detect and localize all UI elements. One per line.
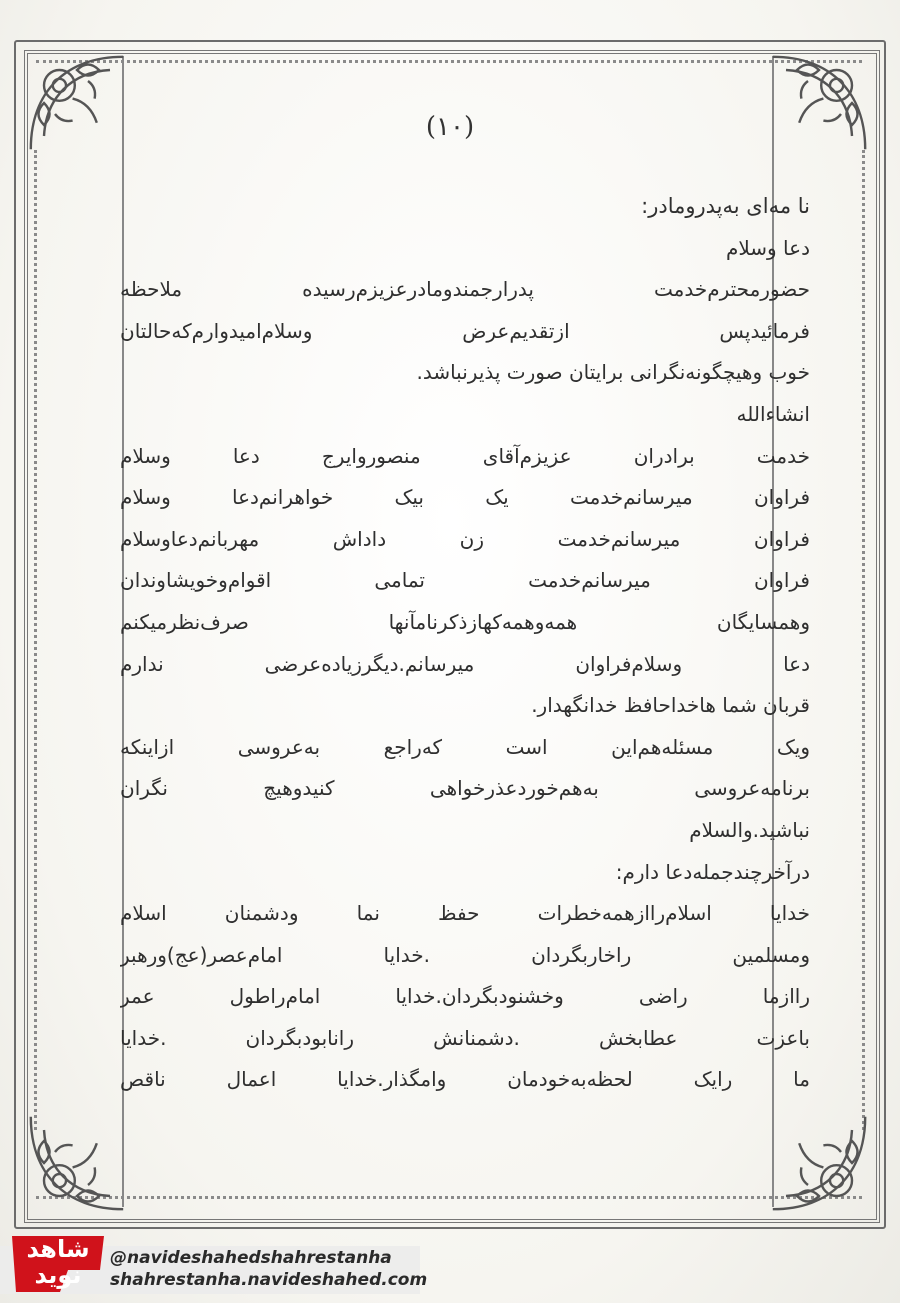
letter-line: فراوان میرسانم‌خدمت تمامی اقوام‌وخویشاوندان xyxy=(120,568,810,593)
letter-line: ما رایک لحظه‌به‌خودمان وامگذار.خدایا اعمال ناقص xyxy=(120,1067,810,1092)
letter-line: دعا وسلام‌فراوان میرسانم.دیگرزیاده‌عرضی ندارم xyxy=(120,651,810,676)
letter-line: حضورمحترم‌خدمت پدرارجمندومادرعزیزم‌رسیده ملاحظه xyxy=(120,277,810,302)
letter-line: انشاءالله xyxy=(736,401,810,426)
page-number: (۱۰) xyxy=(425,112,475,142)
letter-line: فرمائیدپس ازتقدیم‌عرض وسلام‌امیدوارم‌که‌حالتان xyxy=(120,318,810,343)
letter-line: فراوان میرسانم‌خدمت یک بیک خواهرانم‌دعا وسلام xyxy=(120,485,810,510)
letter-line: راازما راضی وخشنودبگردان.خدایا امام‌راطول عمر xyxy=(120,984,810,1009)
letter-line: خدایا اسلام‌راازهمه‌خطرات حفظ نما ودشمنان اسلام xyxy=(120,901,810,926)
letter-body xyxy=(120,186,810,1101)
letter-salutation: نا مه‌ای به‌پدرومادر: xyxy=(641,194,810,218)
letter-line: خدمت برادران عزیزم‌آقای منصوروایرج دعا وسلام xyxy=(120,443,810,468)
floral-corner-ornament-icon xyxy=(764,1108,874,1218)
letter-line: ویک مسئله‌هم‌این است که‌راجع به‌عروسی ازاینکه xyxy=(120,734,810,759)
page-border-left-rule xyxy=(34,150,37,1130)
watermark-logo-text: شاهد نوید xyxy=(26,1235,90,1289)
floral-corner-ornament-icon xyxy=(22,1108,132,1218)
watermark-site: shahrestanha.navideshahed.com xyxy=(110,1270,428,1290)
letter-line: فراوان میرسانم‌خدمت زن داداش مهربانم‌دعاوسلام xyxy=(120,526,810,551)
floral-corner-ornament-icon xyxy=(22,48,132,158)
letter-line: نباشید.والسلام xyxy=(689,817,810,842)
letter-line: دعا وسلام xyxy=(725,235,810,260)
letter-line: باعزت عطابخش .دشمنانش رانابودبگردان .خدایا xyxy=(120,1025,810,1050)
letter-line: ومسلمین راخاربگردان .خدایا امام‌عصر(عج)ورهبر xyxy=(120,942,810,967)
letter-line: وهمسایگان همه‌وهمه‌کهازذکرنامآنها صرف‌نظرمیکنم xyxy=(120,609,810,634)
letter-line: قربان شما هاخداحافظ خدانگهدار. xyxy=(531,693,810,718)
watermark-handle: @navideshahedshahrestanha xyxy=(110,1248,392,1268)
letter-line: درآخرچندجمله‌دعا دارم: xyxy=(615,859,810,884)
floral-corner-ornament-icon xyxy=(764,48,874,158)
letter-line: خوب وهیچگونه‌نگرانی برایتان صورت پذیرنباشد. xyxy=(416,360,810,385)
letter-line: برنامه‌عروسی به‌هم‌خوردعذرخواهی کنیدوهیچ نگران xyxy=(120,776,810,801)
page-border-right-rule xyxy=(862,150,865,1130)
